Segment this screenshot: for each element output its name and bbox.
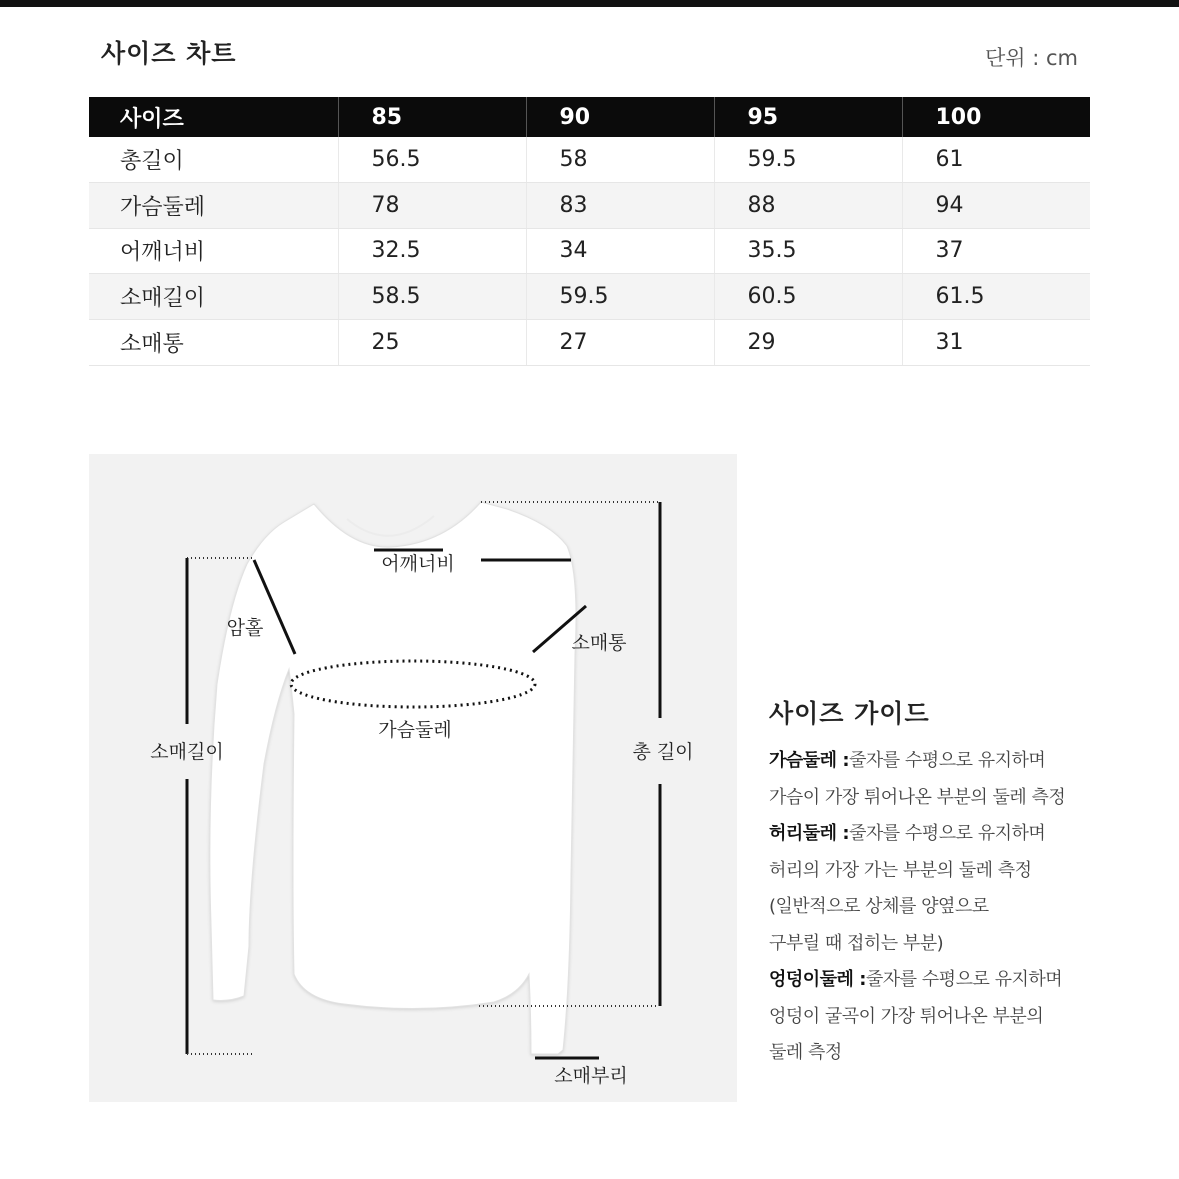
sleeve-length-label: 소매길이 xyxy=(150,741,224,763)
guide-text: 줄자를 수평으로 유지하며 xyxy=(849,823,1046,844)
guide-item-waist xyxy=(769,816,1129,853)
table-cell: 31 xyxy=(902,320,1090,366)
table-cell: 35.5 xyxy=(714,228,902,274)
row-label: 총길이 xyxy=(89,137,338,182)
chest-label: 가슴둘레 xyxy=(378,719,452,741)
table-row xyxy=(89,137,1090,182)
table-cell: 60.5 xyxy=(714,274,902,320)
table-cell: 32.5 xyxy=(338,228,526,274)
table-cell: 83 xyxy=(526,182,714,228)
guide-text: (일반적으로 상체를 양옆으로 xyxy=(769,896,989,917)
guide-item-hip xyxy=(769,962,1129,999)
table-row xyxy=(89,182,1090,228)
header-cell: 90 xyxy=(526,97,714,137)
size-guide xyxy=(769,694,1129,1072)
table-header-row xyxy=(89,97,1090,137)
guide-text: 가슴이 가장 튀어나온 부분의 둘레 측정 xyxy=(769,786,1066,808)
guide-item-chest xyxy=(769,743,1129,780)
table-cell: 61.5 xyxy=(902,274,1090,320)
table-row xyxy=(89,320,1090,366)
table-cell: 25 xyxy=(338,320,526,366)
guide-text: 줄자를 수평으로 유지하며 xyxy=(849,750,1046,771)
shoulder-label: 어깨너비 xyxy=(381,553,455,575)
row-label: 어깨너비 xyxy=(89,228,338,274)
table-cell: 58 xyxy=(526,137,714,182)
chart-title: 사이즈 차트 xyxy=(101,39,237,68)
shirt-diagram xyxy=(89,454,737,1102)
guide-term: 허리둘레 : xyxy=(769,823,850,844)
header-cell: 사이즈 xyxy=(89,97,338,137)
table-cell: 94 xyxy=(902,182,1090,228)
table-cell: 27 xyxy=(526,320,714,366)
guide-text: 둘레 측정 xyxy=(769,1042,842,1063)
row-label: 가슴둘레 xyxy=(89,182,338,228)
header-cell: 85 xyxy=(338,97,526,137)
top-bar xyxy=(0,0,1179,7)
cuff-label: 소매부리 xyxy=(554,1065,628,1087)
table-cell: 78 xyxy=(338,182,526,228)
guide-title: 사이즈 가이드 xyxy=(769,699,930,728)
table-cell: 59.5 xyxy=(526,274,714,320)
guide-text: 엉덩이 굴곡이 가장 튀어나온 부분의 xyxy=(769,1005,1044,1027)
table-cell: 56.5 xyxy=(338,137,526,182)
table-cell: 37 xyxy=(902,228,1090,274)
neckline xyxy=(347,516,434,536)
table-cell: 58.5 xyxy=(338,274,526,320)
table-row xyxy=(89,228,1090,274)
table-cell: 59.5 xyxy=(714,137,902,182)
guide-text: 구부릴 때 접히는 부분) xyxy=(769,932,944,954)
sleeve-width-label: 소매통 xyxy=(571,632,627,654)
unit-label: 단위 : cm xyxy=(984,46,1078,70)
table-row xyxy=(89,274,1090,320)
total-length-label: 총 길이 xyxy=(632,741,694,763)
guide-term: 가슴둘레 : xyxy=(769,750,850,771)
guide-text: 줄자를 수평으로 유지하며 xyxy=(865,969,1063,990)
table-cell: 29 xyxy=(714,320,902,366)
guide-text: 허리의 가장 가는 부분의 둘레 측정 xyxy=(769,859,1032,881)
header-cell: 95 xyxy=(714,97,902,137)
table-cell: 61 xyxy=(902,137,1090,182)
table-cell: 34 xyxy=(526,228,714,274)
header-cell: 100 xyxy=(902,97,1090,137)
size-table xyxy=(89,97,1090,366)
measurement-diagram xyxy=(89,454,737,1102)
row-label: 소매통 xyxy=(89,320,338,366)
guide-term: 엉덩이둘레 : xyxy=(769,969,866,990)
armhole-label: 암홀 xyxy=(226,617,264,639)
table-cell: 88 xyxy=(714,182,902,228)
row-label: 소매길이 xyxy=(89,274,338,320)
